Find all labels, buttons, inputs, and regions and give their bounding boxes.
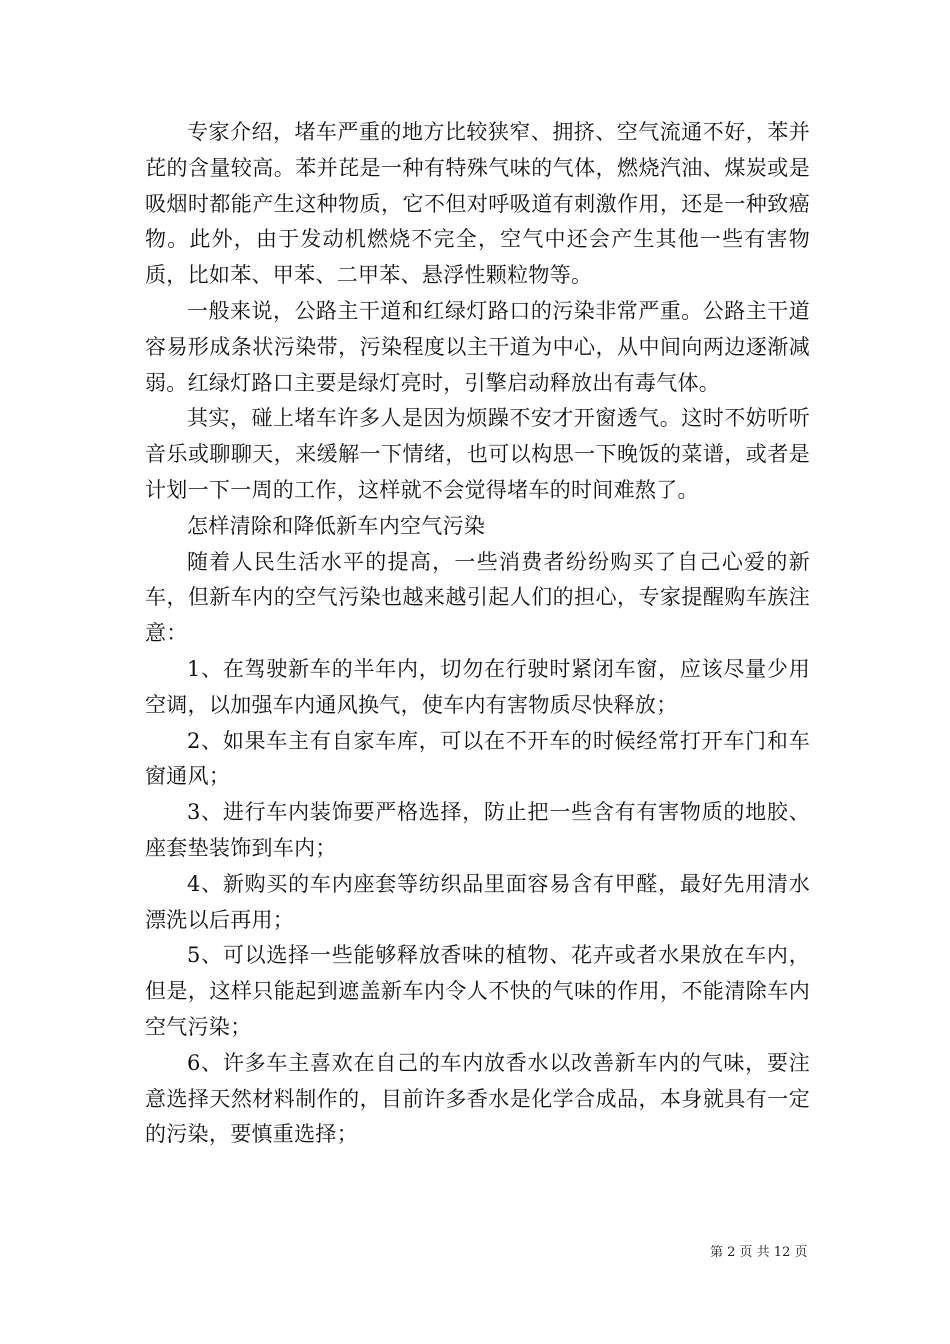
- list-item-4: 4、新购买的车内座套等纺织品里面容易含有甲醛，最好先用清水漂洗以后再用；: [145, 871, 810, 932]
- paragraph-road-pollution: 一般来说，公路主干道和红绿灯路口的污染非常严重。公路主干道容易形成条状污染带，污染程度以主干道为中心，从中间向两边逐渐减弱。红绿灯路口主要是绿灯亮时，引擎启动释放出有毒气体。: [145, 298, 810, 395]
- list-item-3: 3、进行车内装饰要严格选择，防止把一些含有有害物质的地胶、座套垫装饰到车内；: [145, 800, 810, 860]
- list-item-2: 2、如果车主有自家车库，可以在不开车的时候经常打开车门和车窗通风；: [145, 728, 810, 789]
- list-item-1: 1、在驾驶新车的半年内，切勿在行驶时紧闭车窗，应该尽量少用空调，以加强车内通风换气，使车内有害物质尽快释放；: [145, 656, 810, 717]
- list-item-6: 6、许多车主喜欢在自己的车内放香水以改善新车内的气味，要注意选择天然材料制作的，目前许多香水是化学合成品，本身就具有一定的污染，要慎重选择；: [145, 1050, 810, 1147]
- paragraph-expert-intro: 专家介绍，堵车严重的地方比较狭窄、拥挤、空气流通不好，苯并芘的含量较高。苯并芘是一种有特殊气味的气体，燃烧汽油、煤炭或是吸烟时都能产生这种物质，它不但对呼吸道有刺激作用，还是一种致癌物。此外，由于发动机燃烧不完全，空气中还会产生其他一些有害物质，比如苯、甲苯、二甲苯、悬浮性颗粒物等。: [145, 120, 810, 288]
- section-heading: 怎样清除和降低新车内空气污染: [187, 513, 486, 538]
- list-item-5: 5、可以选择一些能够释放香味的植物、花卉或者水果放在车内，但是，这样只能起到遮盖新车内令人不快的气味的作用，不能清除车内空气污染；: [145, 943, 810, 1039]
- document-body: [145, 115, 810, 1153]
- paragraph-traffic-tips: 其实，碰上堵车许多人是因为烦躁不安才开窗透气。这时不妨听听音乐或聊聊天，来缓解一下情绪，也可以构思一下晚饭的菜谱，或者是计划一下一周的工作，这样就不会觉得堵车的时间难熬了。: [145, 406, 810, 502]
- page-number-footer: 第 2 页 共 12 页: [710, 1245, 808, 1260]
- paragraph-new-car-intro: 随着人民生活水平的提高，一些消费者纷纷购买了自己心爱的新车，但新车内的空气污染也越来越引起人们的担心，专家提醒购车族注意：: [145, 549, 810, 646]
